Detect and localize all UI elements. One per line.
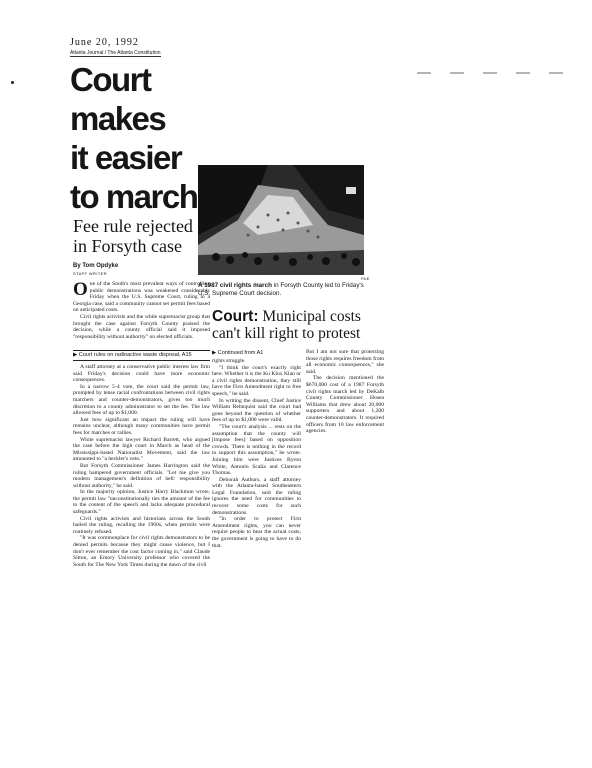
refer-text: Court rules on radioactive waste disposal, A15 bbox=[78, 352, 192, 358]
jump-headline-text: Municipal costs bbox=[258, 308, 361, 325]
scan-margin-marks bbox=[417, 72, 592, 74]
deck-line: Fee rule rejected bbox=[73, 216, 193, 236]
paragraph: "In order to protect First Amendment rights, you can never require people to bear the actual costs, the government is going to have to do that. bbox=[212, 516, 301, 549]
drop-cap: O bbox=[73, 281, 88, 300]
article-column-1 bbox=[73, 364, 210, 586]
headline-line: it easier bbox=[70, 139, 182, 176]
related-story-refer[interactable] bbox=[73, 350, 210, 361]
continued-text: Continued from A1 bbox=[217, 350, 264, 356]
paragraph: But I am not sure that protecting those rights requires freedom from all economic consequences," she said. bbox=[306, 349, 384, 375]
march-photo bbox=[198, 165, 364, 275]
headline-line: to march bbox=[70, 178, 198, 215]
clipping-date: June 20, 1992 bbox=[70, 37, 139, 48]
triangle-icon: ▶ bbox=[73, 352, 78, 358]
newspaper-source: Atlanta Journal / The Atlanta Constitution bbox=[70, 50, 161, 56]
paragraph: "It was commonplace for civil rights demonstrators to be denied permits because they might cause violence, but I don't ever remember the cost factor coming in," said Claude Sitton, an Emory University professor who covered the South for The New York Times during the dawn of the civil bbox=[73, 535, 210, 568]
paragraph: In writing the dissent, Chief Justice William Rehnquist said the court had gone beyond the question of whether fees of up to $1,000 were valid. bbox=[212, 397, 301, 424]
jump-headline bbox=[212, 308, 382, 342]
paragraph: ne of the South's most prevalent ways of controlling public demonstrations was weakened considerably Friday when the U.S. Supreme Court, ruling in a Georgia case, said a community cannot set permit fees based on anticipated costs. bbox=[73, 281, 210, 314]
photo-credit: FILE bbox=[361, 276, 370, 281]
paragraph: A staff attorney at a conservative public interest law firm said Friday's decision could have more economic consequences. bbox=[73, 364, 210, 384]
headline-line: Court bbox=[70, 61, 151, 98]
paragraph: But Forsyth Commissioner James Harrington said the ruling hampered government officials. "Let me give you modern management's definition of hell: responsibility without authority," he said. bbox=[73, 462, 210, 489]
paragraph: In the majority opinion, Justice Harry Blackmun wrote, the permit law "unconstitutionally ties the amount of the fee to the content of the speech and lacks adequate procedural safeguards." bbox=[73, 489, 210, 516]
article-column-2 bbox=[212, 358, 301, 586]
article-column-3 bbox=[306, 349, 384, 449]
paragraph: "The court's analysis ... rests on the assumption that the county will [impose fees] based on opposition crowds. There is nothing in the record to support this assumption," he wrote. Joining him were Justices Byron White, Antonin Scalia and Clarence Thomas. bbox=[212, 423, 301, 477]
headline-line: makes bbox=[70, 100, 166, 137]
byline: By Tom Opdyke bbox=[73, 263, 119, 269]
byline-staff: STAFF WRITER bbox=[73, 271, 108, 276]
photo-caption bbox=[198, 282, 370, 297]
caption-lead: A 1987 civil rights march bbox=[198, 282, 272, 289]
caption-text: in Forsyth County led to Friday's U.S. Supreme Court decision. bbox=[198, 282, 364, 297]
paragraph: White supremacist lawyer Richard Barrett, who argued the case before the high court in March as head of the Mississippi-based Nationalist Movement, said the law amounted to "a heckler's veto." bbox=[73, 436, 210, 463]
scan-speck bbox=[11, 81, 14, 84]
paragraph: Deborah Authurs, a staff attorney with the Atlanta-based Southeastern Legal Foundation, said the ruling ignores the need for communities to recover some costs for such demonstrations. bbox=[212, 476, 301, 516]
paragraph: rights struggle. bbox=[212, 358, 246, 364]
jump-headline-line: can't kill right to protest bbox=[212, 325, 361, 342]
paragraph: The decision mentioned the $670,000 cost of a 1987 Forsyth civil rights march led by DeKalb County Commissioner Hosea Williams that drew about 20,000 supporters and about 1,200 counter-demonstrators. It required officers from 10 law enforcement agencies. bbox=[306, 375, 384, 435]
paragraph: Civil rights activists and historians across the South hailed the ruling, recalling the 1960s, when permits were routinely refused. bbox=[73, 515, 210, 535]
main-headline bbox=[70, 60, 210, 216]
paragraph: "I think the court's exactly right here. Whether it is the Ku Klux Klan or a civil rights demonstration, they still have the First Amendment right to free speech," he said. bbox=[212, 364, 301, 397]
continued-from-label bbox=[212, 350, 263, 356]
article-lead bbox=[73, 281, 210, 349]
deck-line: in Forsyth case bbox=[73, 236, 182, 256]
crowd-image bbox=[198, 165, 364, 275]
paragraph: In a narrow 5-4 vote, the court said the permit law, prompted by tense racial confrontations between civil rights marchers and counter-demonstrators, gives too much discretion to a county administrator to set the fee. The law allowed fees of up to $1,000. bbox=[73, 383, 210, 417]
triangle-icon: ▶ bbox=[212, 350, 217, 356]
paragraph: Just how significant an impact the ruling will have remains unclear, although many communities have permit fees for marches or rallies. bbox=[73, 416, 210, 436]
jump-headline-lead: Court: bbox=[212, 308, 259, 325]
paragraph: Civil rights activists and the white supremacist group that brought the case against Forsyth County praised the decision, while a county official said it imposed "responsibility without authority" on elected officials. bbox=[73, 313, 210, 340]
